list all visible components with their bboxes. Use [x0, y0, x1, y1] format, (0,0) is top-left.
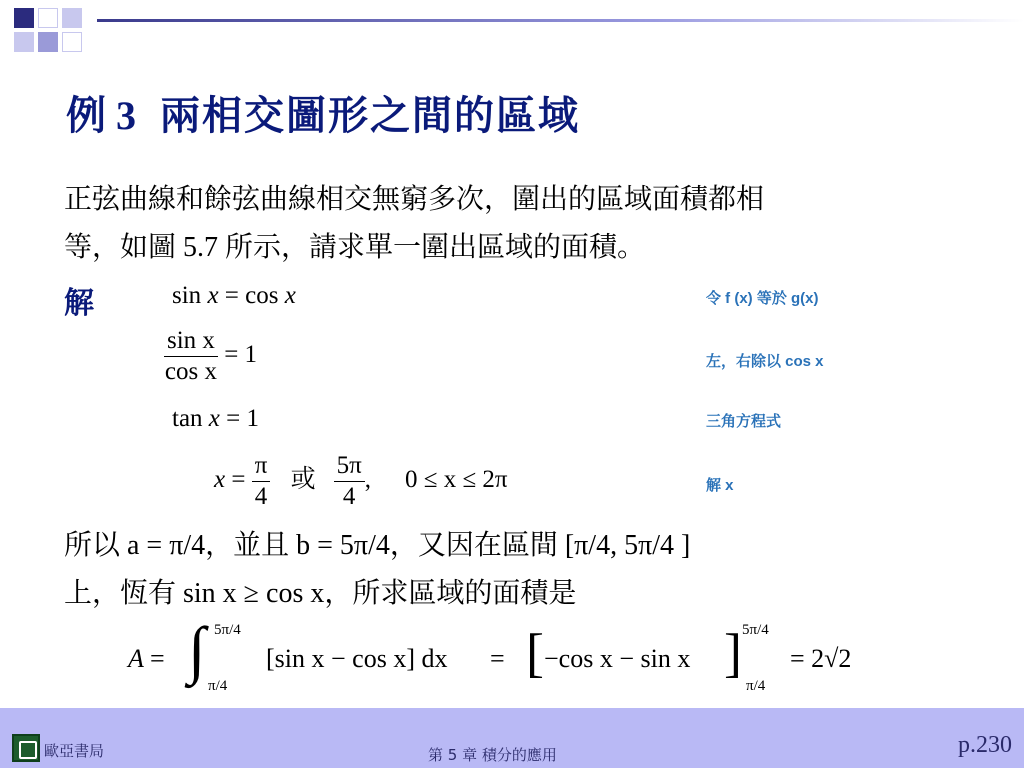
- problem-line-2: 等，如圖 5.7 所示，請求單一圍出區域的面積。: [64, 232, 646, 263]
- integral-sign: ∫: [188, 614, 206, 685]
- equation-4: x = $\frac{\pi}{4}$ 或 $\frac{5\pi}{4}$ , 0 ≤ x ≤ 2π: [214, 452, 508, 510]
- title-prefix: 例: [66, 93, 108, 138]
- page-number: p.230: [958, 732, 1012, 758]
- step-note-2: 左，右除以 cos x: [706, 353, 824, 370]
- publisher-logo-icon: [12, 734, 40, 762]
- area-equation: A = ∫ 5π/4 π/4 [sin x − cos x] dx = [ −cos x − sin x ] 5π/4 π/4 = 2√2: [128, 614, 852, 694]
- solution-label: 解: [64, 287, 94, 320]
- conclusion-line-2: 上，恆有 sin x ≥ cos x，所求區域的面積是: [64, 578, 577, 609]
- fraction-numerator: sin x: [164, 326, 218, 357]
- title-number: 3: [116, 93, 138, 138]
- title-text: 兩相交圖形之間的區域: [160, 93, 580, 138]
- header-rule: [97, 19, 1024, 22]
- equation-3: tan x = 1: [172, 405, 260, 432]
- step-note-1: 令 f (x) 等於 g(x): [706, 290, 819, 307]
- publisher-name: 歐亞書局: [44, 742, 105, 760]
- step-note-4: 解 x: [706, 477, 734, 494]
- equation-2: $\frac{\text{sin x}}{\text{cos x}}$ = 1: [164, 327, 258, 385]
- chapter-label: 第 5 章 積分的應用: [428, 746, 557, 764]
- fraction-denominator: cos x: [164, 358, 217, 385]
- slide-title: [66, 84, 580, 141]
- problem-line-1: 正弦曲線和餘弦曲線相交無窮多次，圍出的區域面積都相: [64, 184, 765, 215]
- equation-1: sin x = cos x: [172, 282, 296, 309]
- conclusion-line-1: 所以 a = π/4，並且 b = 5π/4，又因在區間 [π/4, 5π/4 ]: [64, 530, 691, 561]
- step-note-3: 三角方程式: [706, 413, 782, 430]
